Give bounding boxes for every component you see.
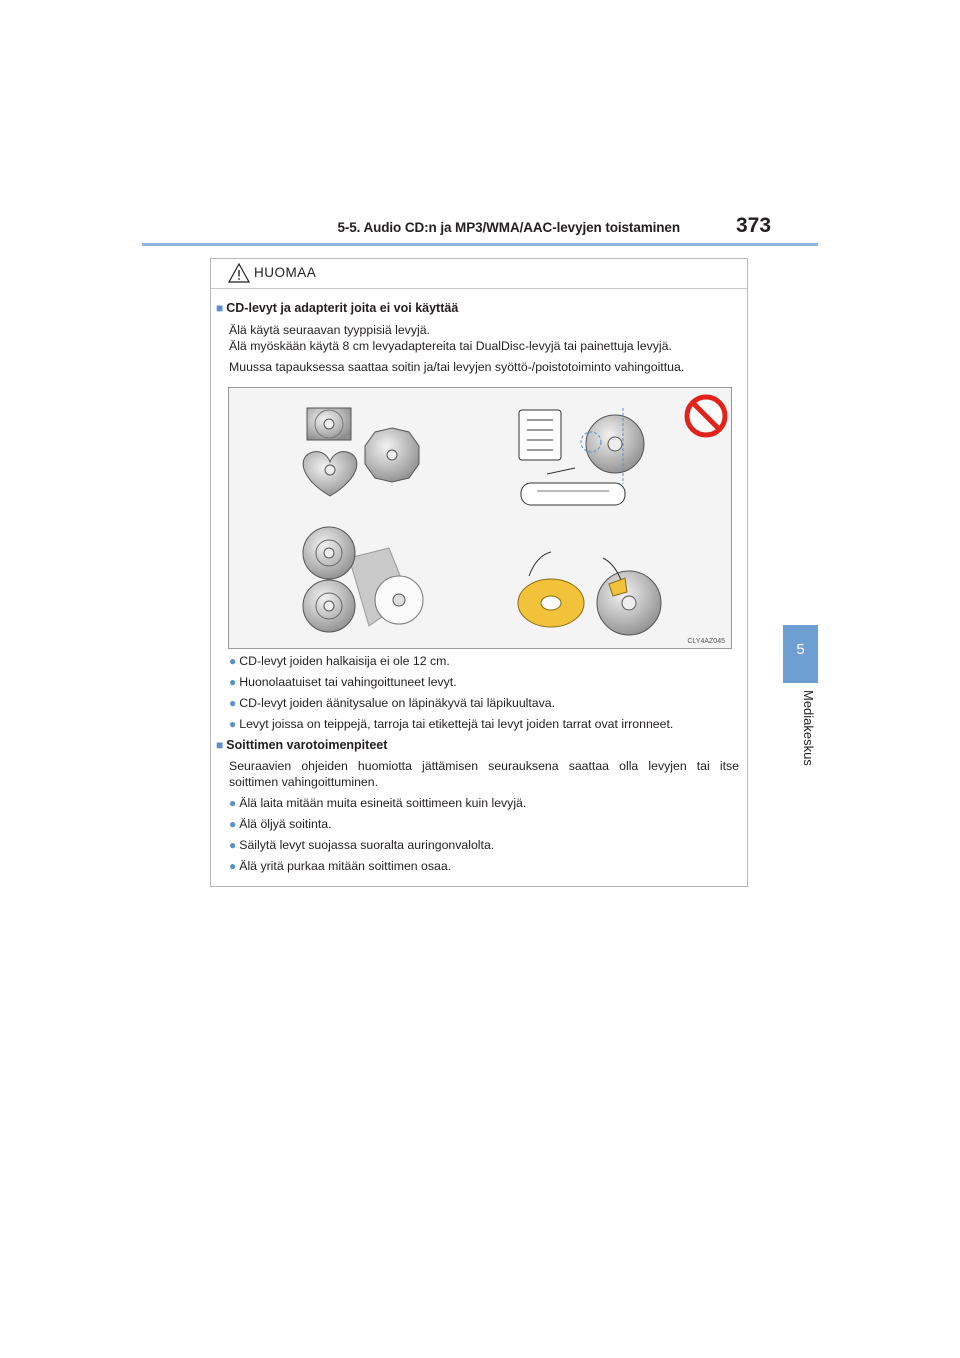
discs-illustration-drawing [229, 388, 731, 648]
page-number: 373 [736, 214, 772, 237]
para-line: Älä käytä seuraavan tyyppisiä levyjä. [229, 323, 430, 337]
disc-tray-icon [521, 468, 625, 505]
label-sheet-disc-icon [519, 408, 644, 484]
chapter-tab[interactable]: 5 [783, 625, 818, 683]
heart-disc-icon [303, 452, 357, 496]
para-line: Muussa tapauksessa saattaa soitin ja/tai levyjen syöttö-/poistotoiminto vahingoittua. [229, 360, 685, 374]
round-bullet-icon: ● [229, 654, 237, 668]
round-bullet-icon: ● [229, 675, 237, 689]
round-bullet-icon: ● [229, 717, 237, 731]
figure-code: CLY4AZ045 [687, 638, 725, 645]
bullet-item: ● Huonolaatuiset tai vahingoittuneet levyt. [229, 675, 457, 689]
bullet-item: ● Älä yritä purkaa mitään soittimen osaa. [229, 859, 452, 873]
discs-illustration [228, 387, 732, 649]
bullet-item: ● Säilytä levyt suojassa suoralta auringonvalolta. [229, 838, 495, 852]
chapter-label: Mediakeskus [801, 690, 816, 766]
round-bullet-icon: ● [229, 817, 237, 831]
prohibition-icon [687, 397, 725, 435]
square-bullet-icon: ■ [216, 301, 224, 315]
adapter-disc-icon [303, 527, 423, 632]
round-bullet-icon: ● [229, 838, 237, 852]
round-bullet-icon: ● [229, 796, 237, 810]
section-heading-player: ■ Soittimen varotoimenpiteet [216, 738, 388, 752]
para-line: Älä myöskään käytä 8 cm levyadaptereita tai DualDisc-levyjä tai painettuja levyjä. [229, 339, 672, 353]
section-heading-discs: ■ CD-levyt ja adapterit joita ei voi käyttää [216, 301, 459, 315]
para-line: soittimen vahingoittuminen. [229, 775, 379, 789]
square-disc-icon [307, 408, 351, 440]
header-rule [142, 243, 818, 246]
notice-title: HUOMAA [254, 265, 317, 280]
polygon-disc-icon [365, 428, 419, 482]
peeling-label-disc-icon [518, 552, 661, 635]
bullet-item: ● Levyt joissa on teippejä, tarroja tai etikettejä tai levyt joiden tarrat ovat irronneet. [229, 717, 674, 731]
bullet-item: ● Älä öljyä soitinta. [229, 817, 332, 831]
bullet-item: ● CD-levyt joiden halkaisija ei ole 12 cm. [229, 654, 450, 668]
bullet-item: ● Älä laita mitään muita esineitä soittimeen kuin levyjä. [229, 796, 527, 810]
square-bullet-icon: ■ [216, 738, 224, 752]
warning-triangle-icon [227, 262, 251, 284]
bullet-item: ● CD-levyt joiden äänitysalue on läpinäkyvä tai läpikuultava. [229, 696, 556, 710]
section-title: 5-5. Audio CD:n ja MP3/WMA/AAC-levyjen toistaminen [337, 220, 680, 235]
notice-header [211, 259, 747, 289]
para-line: Seuraavien ohjeiden huomiotta jättämisen seurauksena saattaa olla levyjen tai itse [229, 759, 739, 773]
round-bullet-icon: ● [229, 859, 237, 873]
round-bullet-icon: ● [229, 696, 237, 710]
